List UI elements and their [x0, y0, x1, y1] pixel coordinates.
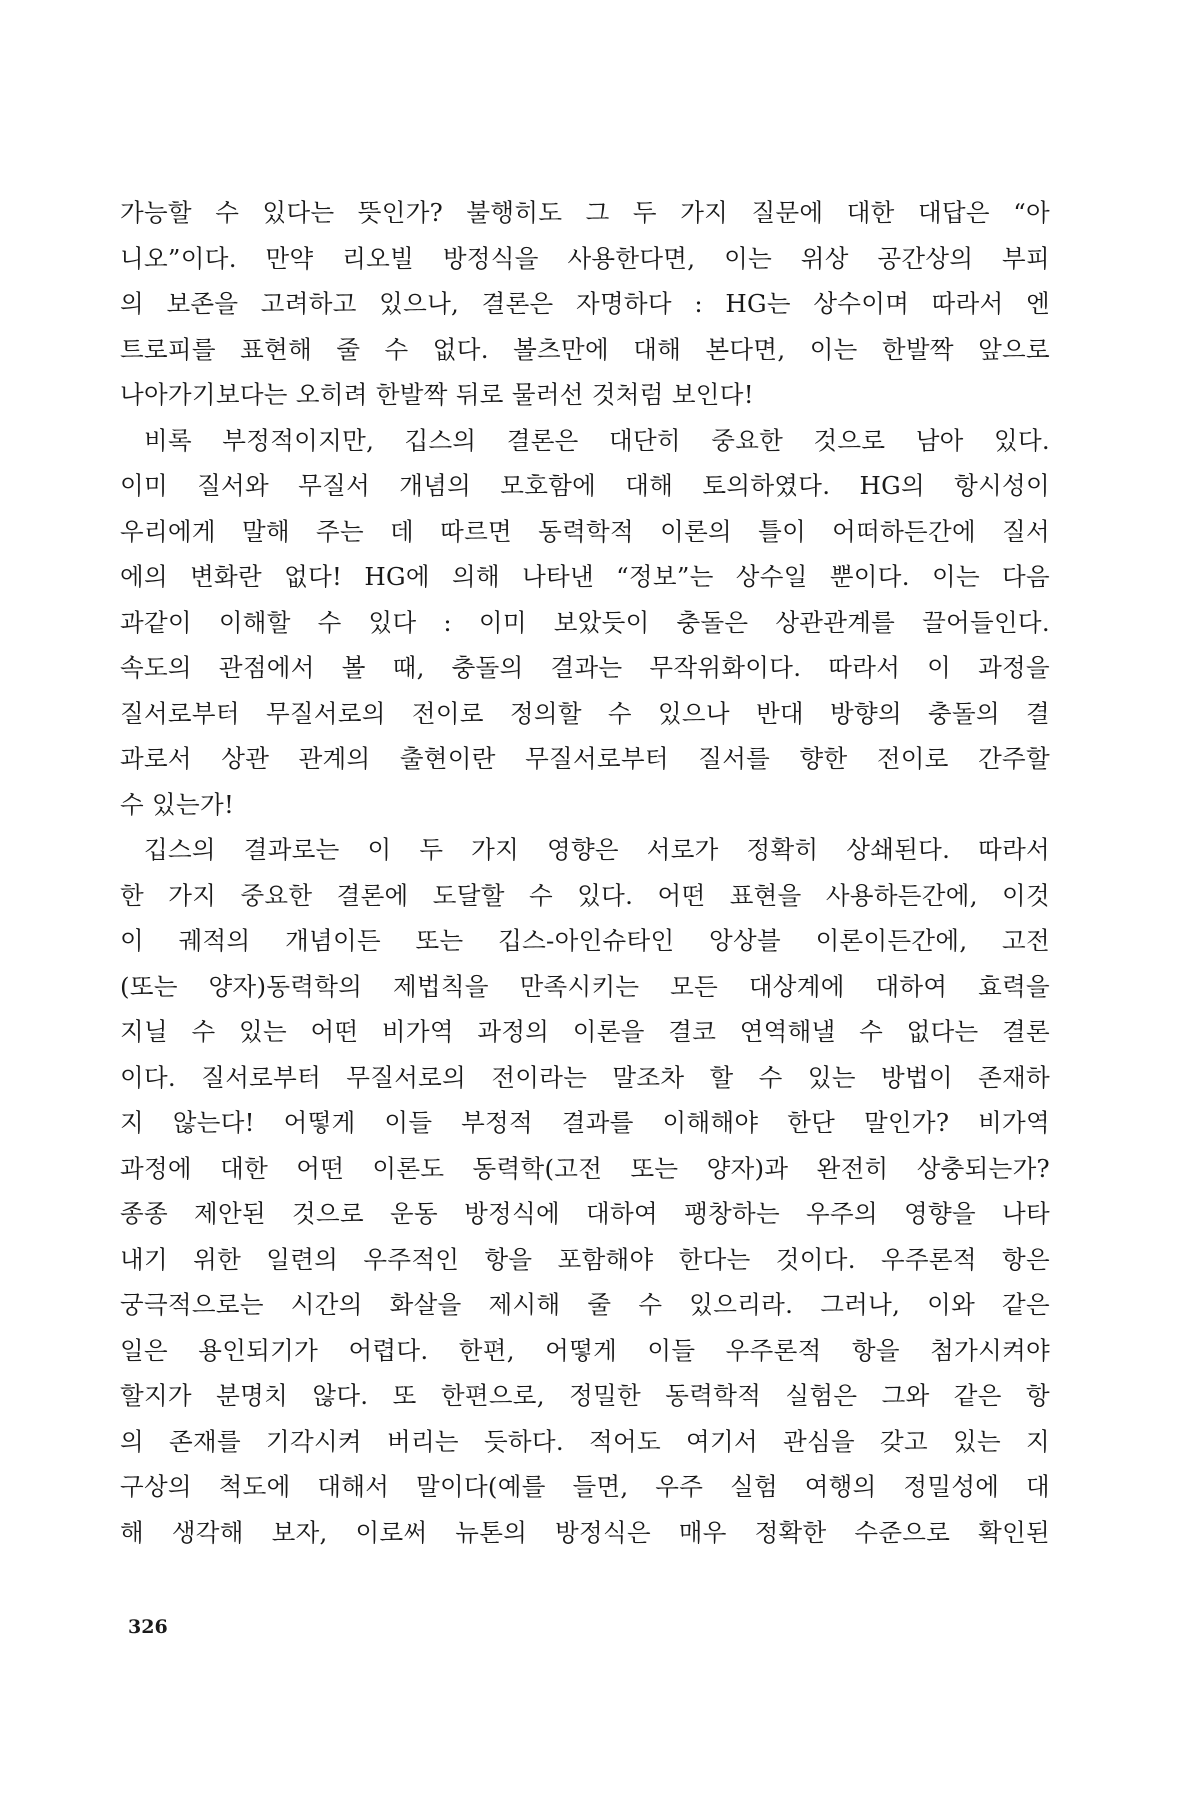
text-line: 내기 위한 일련의 우주적인 항을 포함해야 한다는 것이다. 우주론적 항은	[120, 1244, 1050, 1274]
text-line: 할지가 분명치 않다. 또 한편으로, 정밀한 동력학적 실험은 그와 같은 항	[120, 1381, 1050, 1410]
text-line: 수 있는가!	[120, 789, 235, 819]
text-line: 이미 질서와 무질서 개념의 모호함에 대해 토의하였다. HG의 항시성이	[120, 471, 1050, 500]
text-line: 과정에 대한 어떤 이론도 동력학(고전 또는 양자)과 완전히 상충되는가?	[120, 1153, 1050, 1183]
text-line: 깁스의 결과로는 이 두 가지 영향은 서로가 정확히 상쇄된다. 따라서	[144, 835, 1050, 864]
text-line: 종종 제안된 것으로 운동 방정식에 대하여 팽창하는 우주의 영향을 나타	[120, 1199, 1050, 1228]
text-line: 과같이 이해할 수 있다 : 이미 보았듯이 충돌은 상관관계를 끌어들인다.	[120, 607, 1050, 637]
text-line: 우리에게 말해 주는 데 따르면 동력학적 이론의 틀이 어떠하든간에 질서	[120, 516, 1050, 546]
text-line: 한 가지 중요한 결론에 도달할 수 있다. 어떤 표현을 사용하든간에, 이것	[120, 880, 1050, 910]
text-line: 에의 변화란 없다! HG에 의해 나타낸 “정보”는 상수일 뿐이다. 이는 다음	[120, 562, 1050, 591]
text-line: 궁극적으로는 시간의 화살을 제시해 줄 수 있으리라. 그러나, 이와 같은	[120, 1290, 1050, 1319]
text-line: 니오”이다. 만약 리오빌 방정식을 사용한다면, 이는 위상 공간상의 부피	[120, 243, 1050, 273]
text-line: 지닐 수 있는 어떤 비가역 과정의 이론을 결코 연역해낼 수 없다는 결론	[120, 1017, 1050, 1046]
text-line: (또는 양자)동력학의 제법칙을 만족시키는 모든 대상계에 대하여 효력을	[120, 971, 1050, 1001]
text-line: 과로서 상관 관계의 출현이란 무질서로부터 질서를 향한 전이로 간주할	[120, 744, 1050, 773]
body-text	[120, 190, 1050, 1555]
text-line: 속도의 관점에서 볼 때, 충돌의 결과는 무작위화이다. 따라서 이 과정을	[120, 653, 1050, 682]
text-line: 일은 용인되기가 어렵다. 한편, 어떻게 이들 우주론적 항을 첨가시켜야	[120, 1335, 1050, 1365]
text-line: 트로피를 표현해 줄 수 없다. 볼츠만에 대해 본다면, 이는 한발짝 앞으로	[120, 334, 1050, 364]
text-line: 지 않는다! 어떻게 이들 부정적 결과를 이해해야 한단 말인가? 비가역	[120, 1108, 1050, 1137]
text-line: 나아가기보다는 오히려 한발짝 뒤로 물러선 것처럼 보인다!	[120, 380, 754, 409]
text-line: 이 궤적의 개념이든 또는 깁스-아인슈타인 앙상블 이론이든간에, 고전	[120, 926, 1050, 955]
text-line: 이다. 질서로부터 무질서로의 전이라는 말조차 할 수 있는 방법이 존재하	[120, 1062, 1050, 1092]
text-line: 비록 부정적이지만, 깁스의 결론은 대단히 중요한 것으로 남아 있다.	[144, 425, 1050, 455]
page-number: 326	[128, 1616, 168, 1638]
text-line: 가능할 수 있다는 뜻인가? 불행히도 그 두 가지 질문에 대한 대답은 “아	[120, 198, 1050, 227]
text-line: 질서로부터 무질서로의 전이로 정의할 수 있으나 반대 방향의 충돌의 결	[120, 698, 1050, 728]
text-line: 의 보존을 고려하고 있으나, 결론은 자명하다 : HG는 상수이며 따라서 엔	[120, 289, 1050, 318]
text-line: 해 생각해 보자, 이로써 뉴톤의 방정식은 매우 정확한 수준으로 확인된	[120, 1517, 1050, 1547]
text-line: 의 존재를 기각시켜 버리는 듯하다. 적어도 여기서 관심을 갖고 있는 지	[120, 1426, 1050, 1456]
text-line: 구상의 척도에 대해서 말이다(예를 들면, 우주 실험 여행의 정밀성에 대	[120, 1472, 1050, 1501]
